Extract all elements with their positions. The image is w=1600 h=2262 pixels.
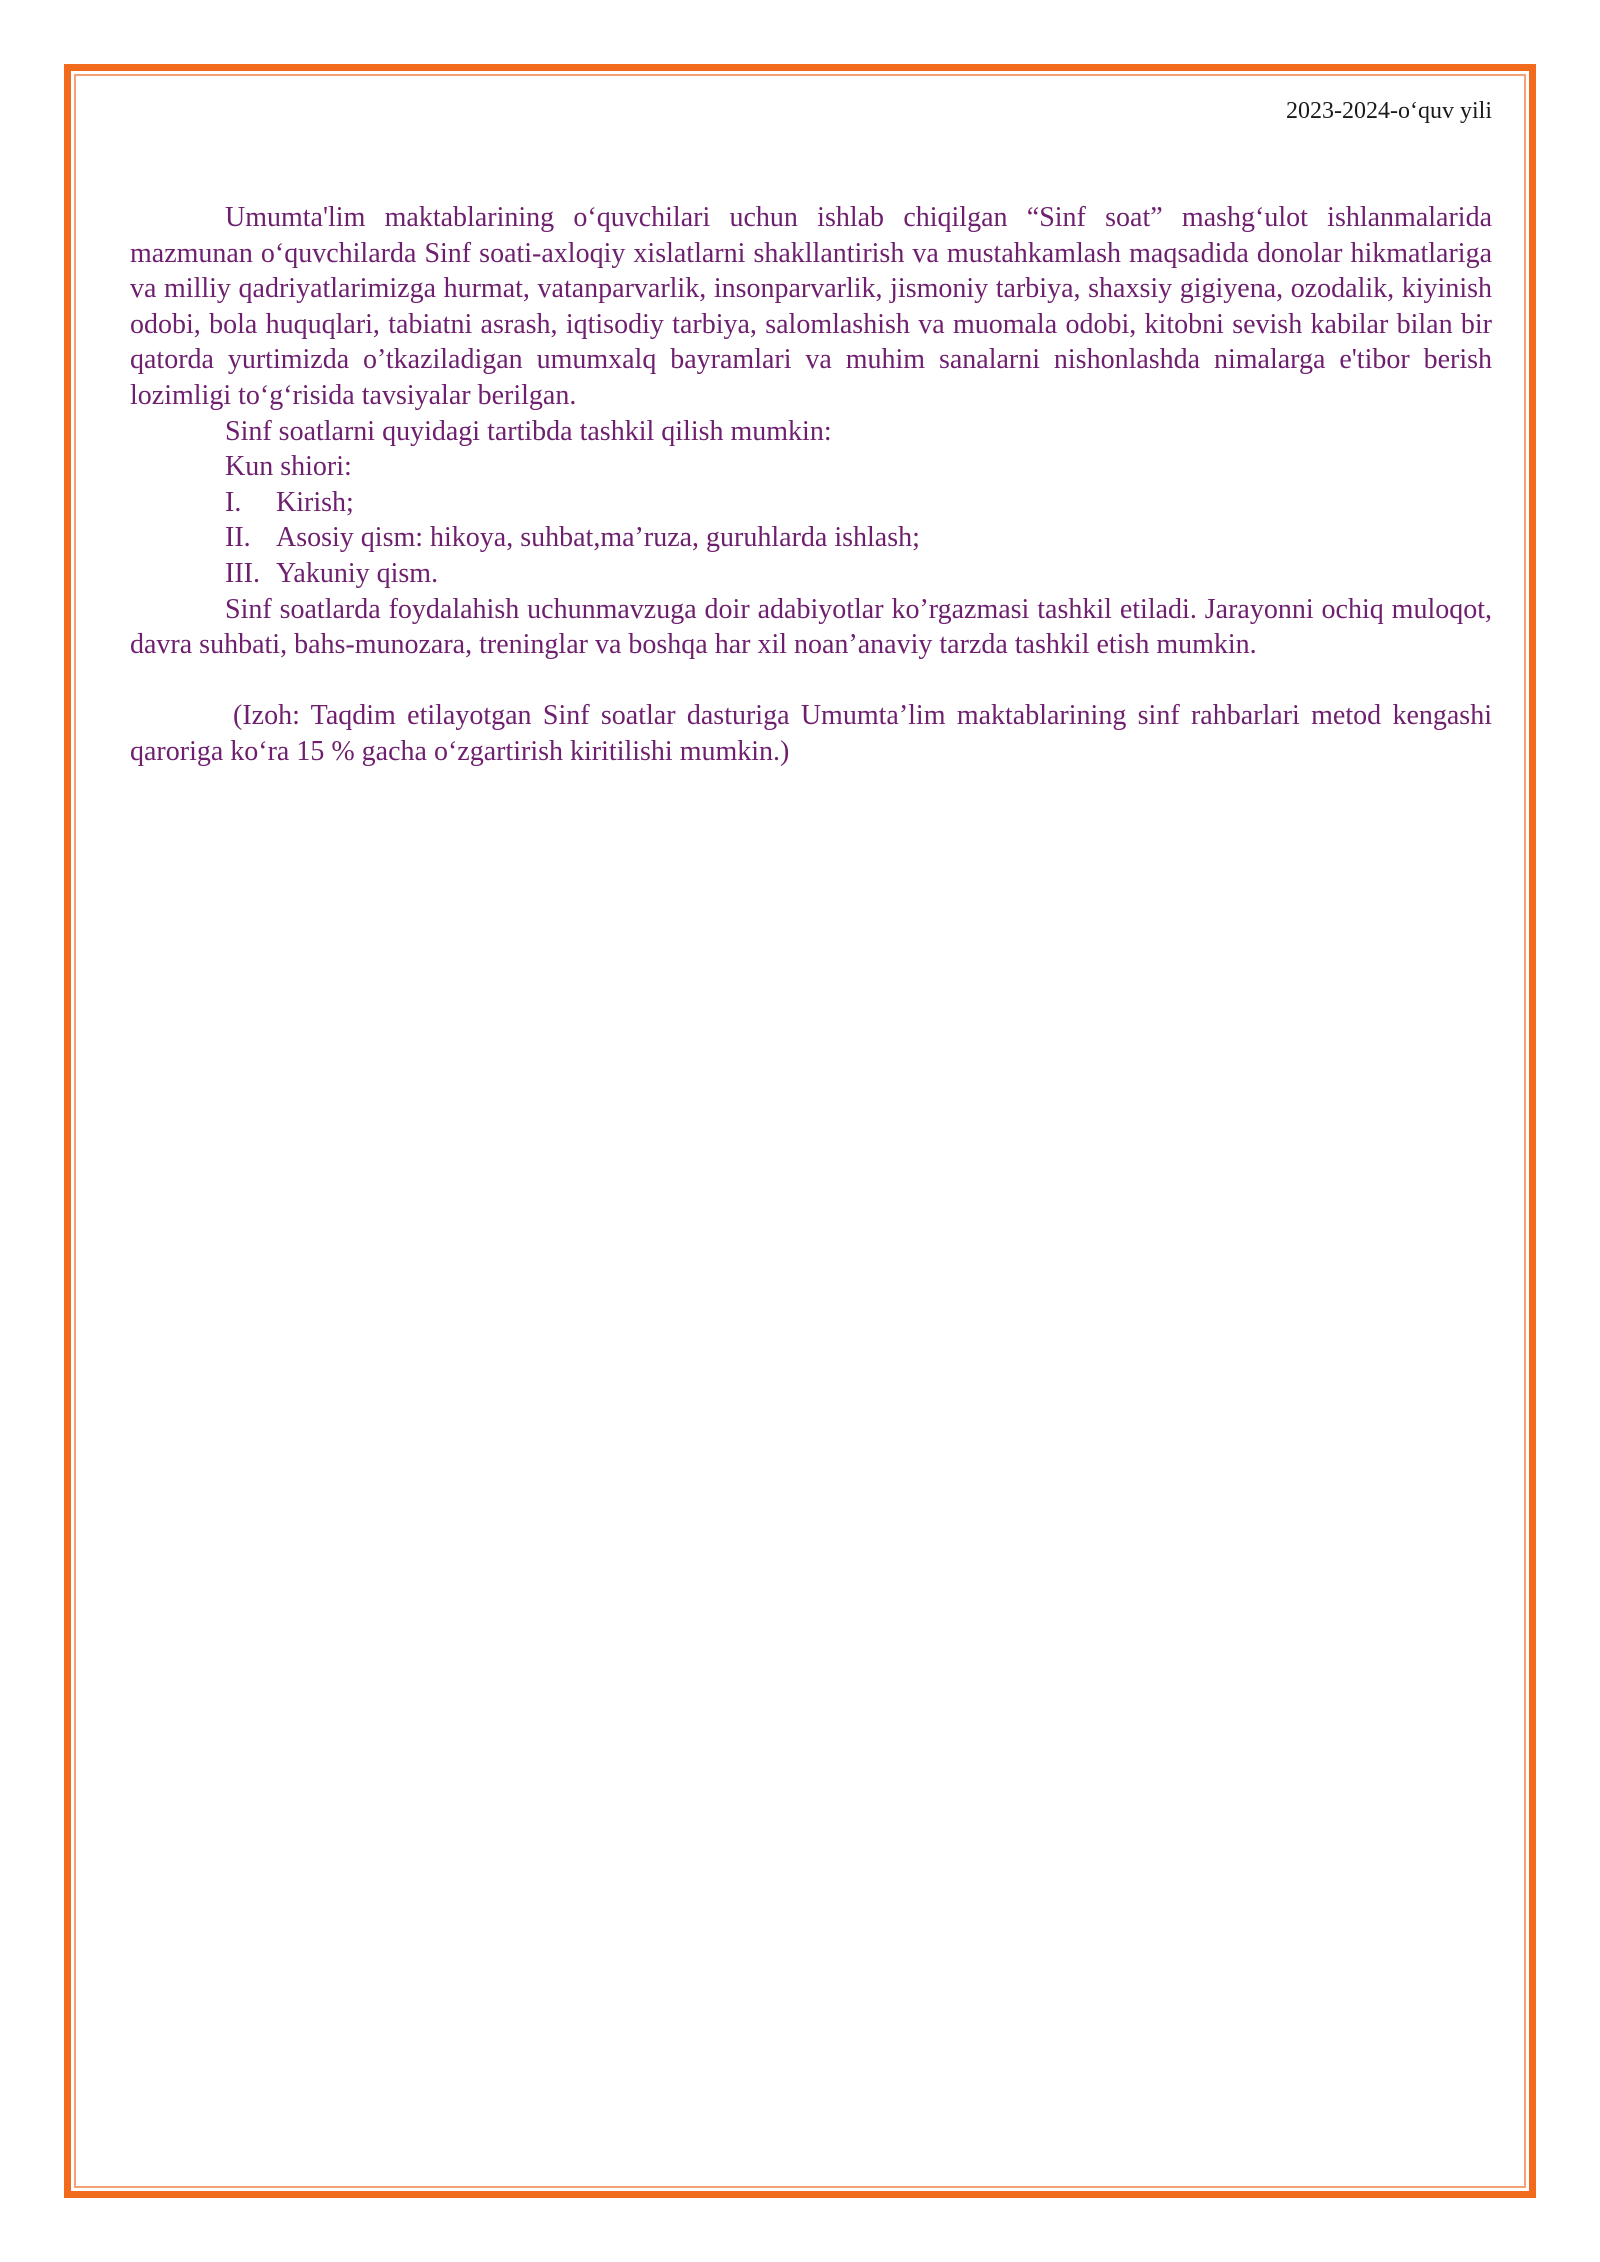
steps-list (130, 485, 1492, 592)
list-item-text: Asosiy qism: hikoya, suhbat,ma’ruza, guruhlarda ishlash; (276, 522, 920, 554)
list-item-number: II. (225, 522, 251, 554)
motto-line: Kun shiori: (225, 451, 352, 483)
order-line: Sinf soatlarni quyidagi tartibda tashkil qilish mumkin: (225, 415, 832, 447)
list-item (225, 485, 1492, 521)
list-item-number: III. (225, 557, 260, 589)
list-item-text: Yakuniy qism. (276, 557, 439, 589)
usage-paragraph: Sinf soatlarda foydalahish uchunmavzuga doir adabiyotlar ko’rgazmasi tashkil etiladi. Jarayonni ochiq muloqot, davra suhbati, bahs-munozara, treninglar va boshqa har xil noan’anaviy tarzda tashkil etish mumkin. (130, 593, 1492, 661)
list-item (225, 520, 1492, 556)
list-item-number: I. (225, 486, 242, 518)
list-item (225, 556, 1492, 592)
note-paragraph: (Izoh: Taqdim etilayotgan Sinf soatlar dasturiga Umumta’lim maktablarining sinf rahbarlari metod kengashi qaroriga ko‘ra 15 % gacha o‘zgartirish kiritilishi mumkin.) (130, 700, 1492, 767)
document-body (130, 200, 1492, 770)
list-item-text: Kirish; (276, 486, 354, 518)
paragraph-spacer (130, 663, 1492, 699)
academic-year-header: 2023-2024-o‘quv yili (1286, 98, 1492, 124)
intro-paragraph: Umumta'lim maktablarining o‘quvchilari uchun ishlab chiqilgan “Sinf soat” mashg‘ulot ishlanmalarida mazmunan o‘quvchilarda Sinf soati-axloqiy xislatlarni shakllantirish va mustahkamlash maqsadida donolar hikmatlariga va milliy qadriyatlarimizga hurmat, vatanparvarlik, insonparvarlik, jismoniy tarbiya, shaxsiy gigiyena, ozodalik, kiyinish odobi, bola huquqlari, tabiatni asrash, iqtisodiy tarbiya, salomlashish va muomala odobi, kitobni sevish kabilar bilan bir qatorda yurtimizda o’tkaziladigan umumxalq bayramlari va muhim sanalarni nishonlashda nimalarga e'tibor berish lozimligi to‘g‘risida tavsiyalar berilgan. (130, 202, 1492, 411)
